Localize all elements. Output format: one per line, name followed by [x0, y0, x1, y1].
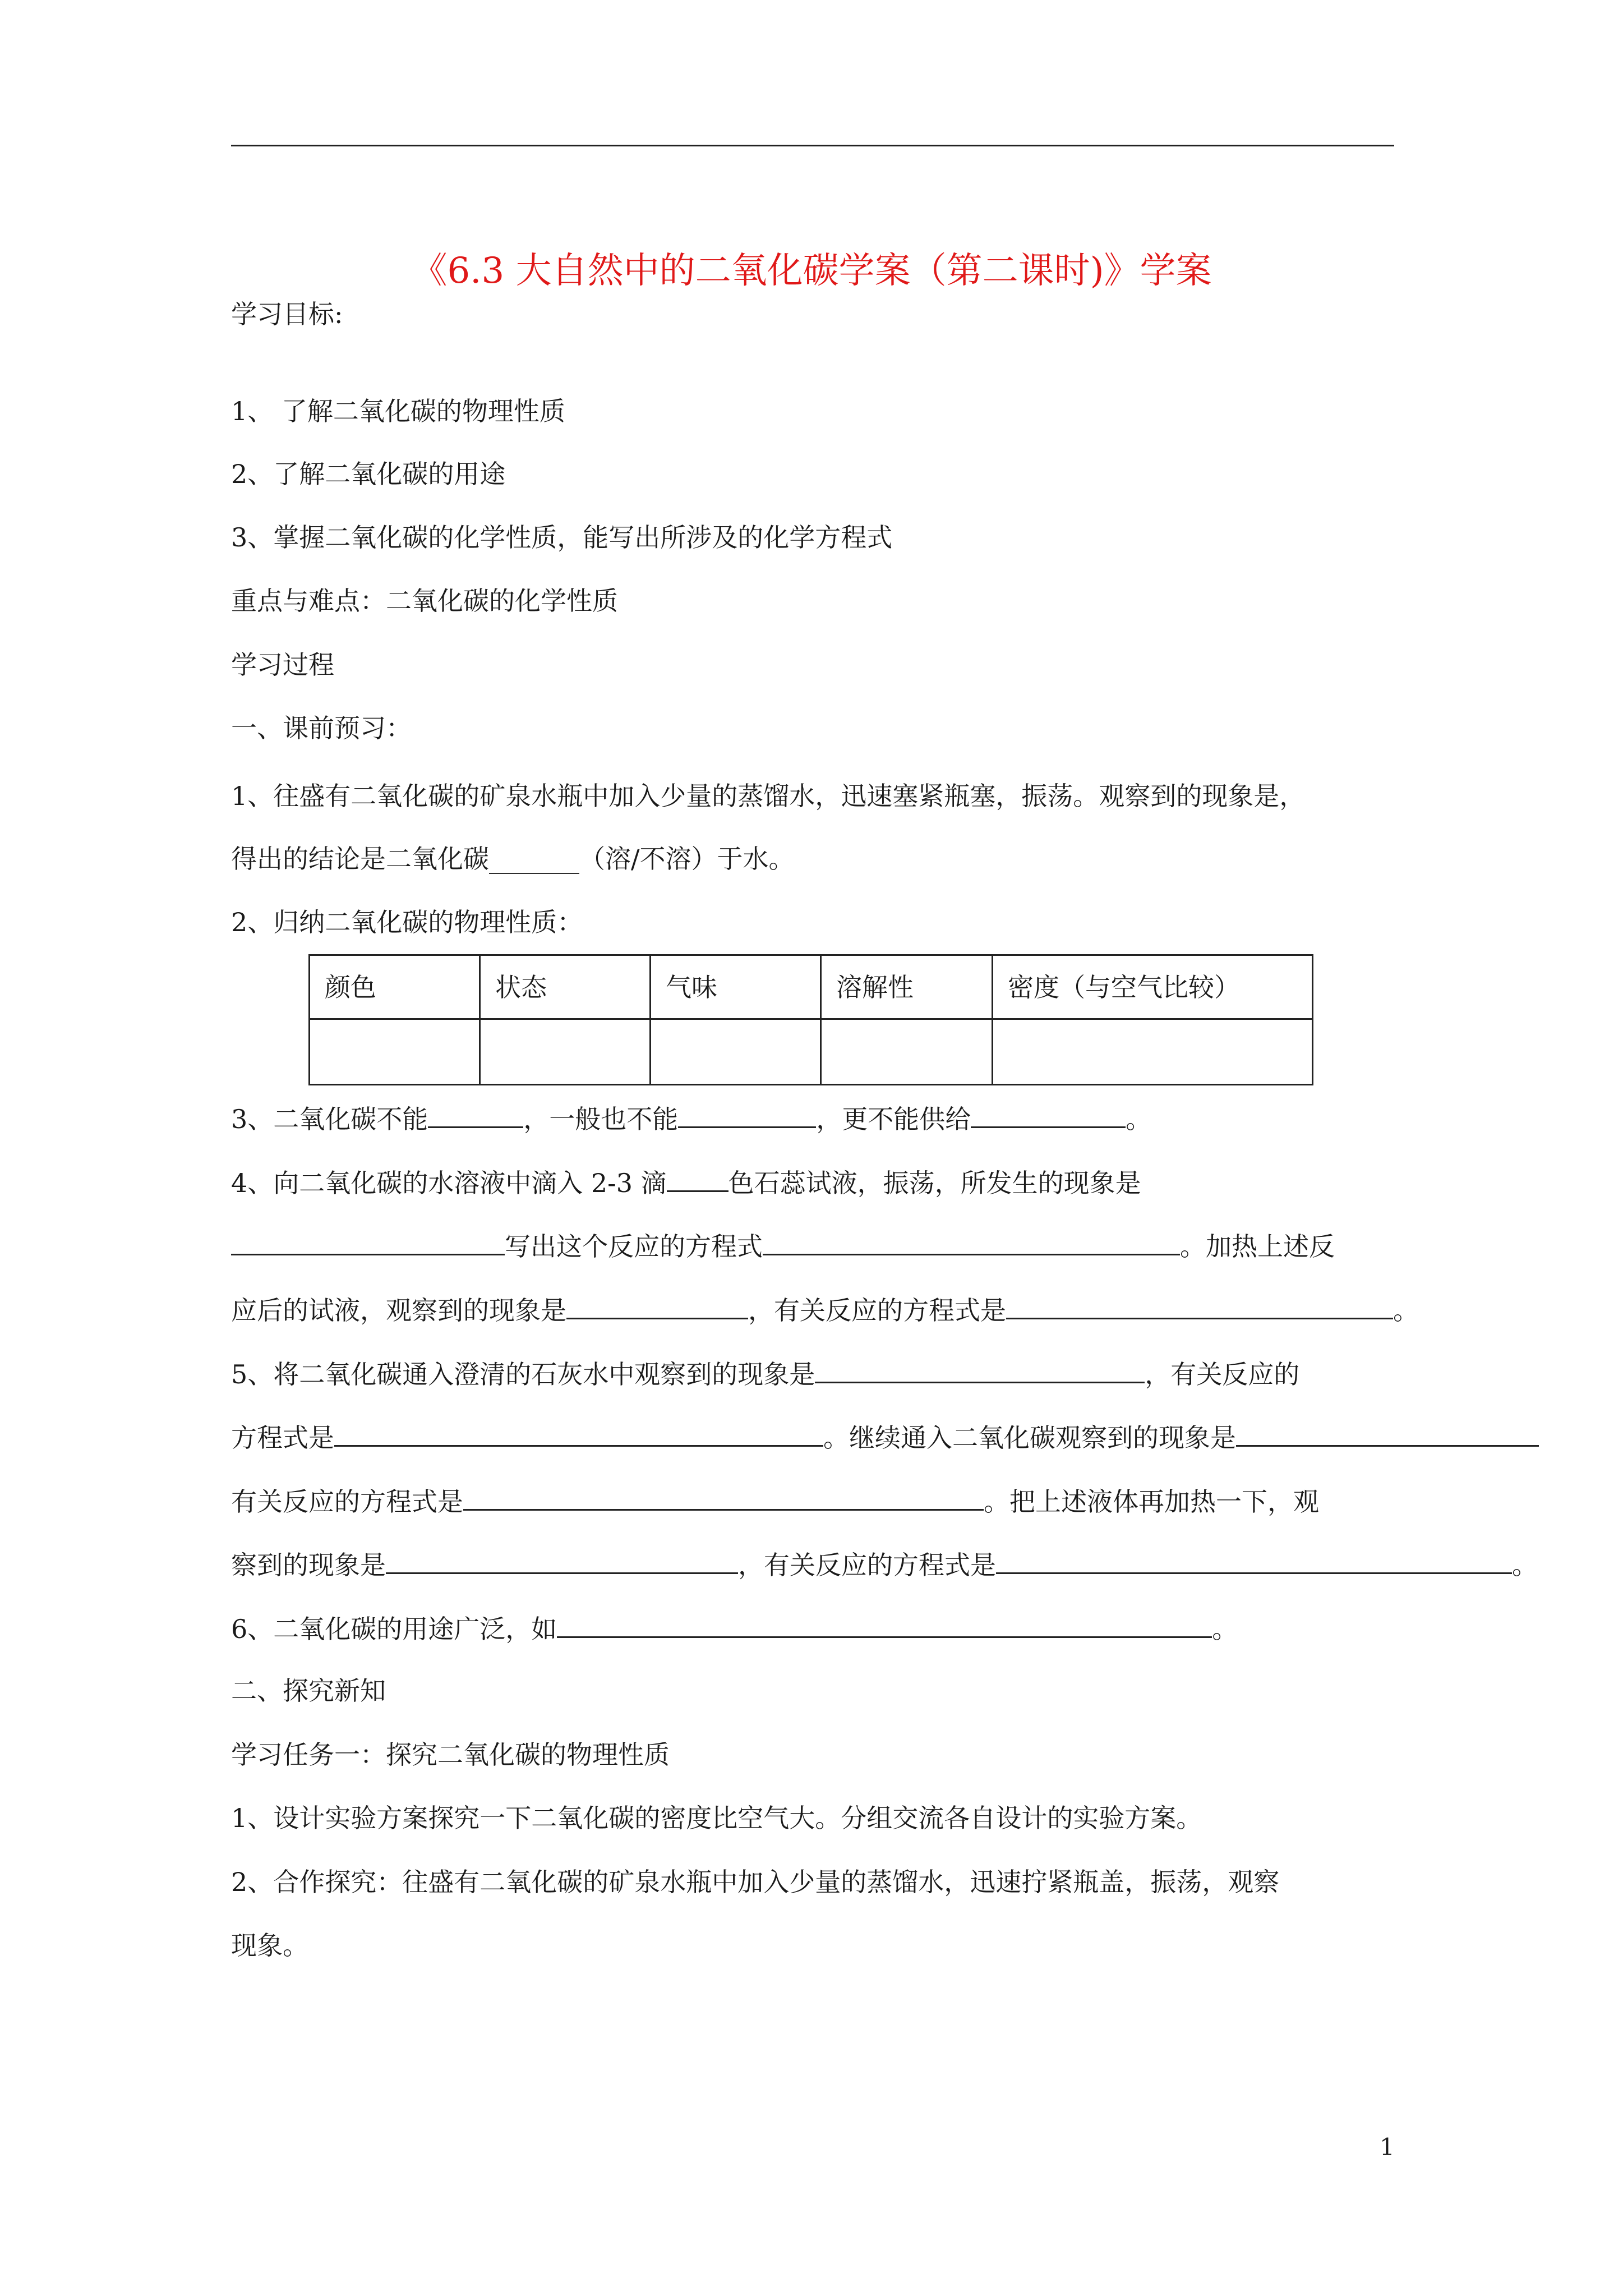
task-1-item-2-line-2: 现象。: [231, 1930, 308, 1961]
question-5-line-2: 方程式是 。继续通入二氧化碳观察到的现象是: [231, 1419, 1539, 1455]
table-answer-cell[interactable]: [481, 1020, 651, 1084]
table-answer-cell[interactable]: [822, 1020, 993, 1084]
physical-properties-table: [308, 954, 1313, 1085]
question-2: 2、归纳二氧化碳的物理性质：: [231, 907, 583, 937]
answer-blank: _______: [489, 844, 579, 874]
answer-blank[interactable]: [996, 1547, 1512, 1574]
answer-blank[interactable]: [815, 1356, 1145, 1383]
section-2-heading: 二、探究新知: [231, 1676, 386, 1706]
answer-blank[interactable]: [386, 1547, 738, 1574]
table-answer-cell[interactable]: [651, 1020, 822, 1084]
answer-blank[interactable]: [557, 1611, 1212, 1638]
answer-blank[interactable]: [1236, 1419, 1539, 1447]
answer-blank[interactable]: [231, 1228, 505, 1255]
question-6: 6、二氧化碳的用途广泛，如 。: [231, 1611, 1238, 1646]
task-1-item-2-line-1: 2、合作探究：往盛有二氧化碳的矿泉水瓶中加入少量的蒸馏水，迅速拧紧瓶盖，振荡，观察: [231, 1867, 1280, 1897]
answer-blank[interactable]: [428, 1101, 523, 1128]
table-header-color: 颜色: [310, 956, 481, 1020]
key-points: 重点与难点：二氧化碳的化学性质: [231, 586, 618, 616]
question-1-line-1: 1、往盛有二氧化碳的矿泉水瓶中加入少量的蒸馏水，迅速塞紧瓶塞，振荡。观察到的现象是，: [231, 781, 1306, 811]
answer-blank[interactable]: [1006, 1292, 1393, 1319]
goals-heading: 学习目标:: [231, 299, 343, 329]
table-header-state: 状态: [481, 956, 651, 1020]
question-5-line-4: 察到的现象是 ，有关反应的方程式是 。: [231, 1547, 1538, 1582]
goal-2: 2、了解二氧化碳的用途: [231, 459, 506, 489]
header-rule: [231, 145, 1394, 146]
task-1-heading: 学习任务一：探究二氧化碳的物理性质: [231, 1740, 670, 1770]
answer-blank[interactable]: [463, 1483, 984, 1511]
answer-blank[interactable]: [678, 1101, 816, 1128]
answer-blank[interactable]: [667, 1165, 728, 1192]
table-header-odor: 气味: [651, 956, 822, 1020]
question-5-line-1: 5、将二氧化碳通入澄清的石灰水中观察到的现象是 ，有关反应的: [231, 1356, 1299, 1391]
question-5-line-3: 有关反应的方程式是 。把上述液体再加热一下，观: [231, 1483, 1319, 1519]
question-4-line-1: 4、向二氧化碳的水溶液中滴入 2-3 滴 色石蕊试液，振荡，所发生的现象是: [231, 1165, 1141, 1200]
answer-blank[interactable]: [566, 1292, 748, 1319]
table-answer-cell[interactable]: [993, 1020, 1312, 1084]
goal-1: 1、 了解二氧化碳的物理性质: [231, 396, 565, 426]
goal-3: 3、掌握二氧化碳的化学性质，能写出所涉及的化学方程式: [231, 522, 893, 553]
document-title: 《6.3 大自然中的二氧化碳学案（第二课时)》学案: [411, 250, 1212, 292]
page-number: 1: [1380, 2133, 1395, 2161]
table-header-solubility: 溶解性: [822, 956, 993, 1020]
table-answer-cell[interactable]: [310, 1020, 481, 1084]
section-1-heading: 一、课前预习：: [231, 713, 412, 743]
task-1-item-1: 1、设计实验方案探究一下二氧化碳的密度比空气大。分组交流各自设计的实验方案。: [231, 1803, 1202, 1833]
answer-blank[interactable]: [334, 1419, 823, 1447]
answer-blank[interactable]: [971, 1101, 1126, 1128]
question-3: 3、二氧化碳不能 ，一般也不能 ，更不能供给 。: [231, 1101, 1151, 1136]
question-4-line-3: 应后的试液，观察到的现象是 ，有关反应的方程式是 。: [231, 1292, 1419, 1327]
table-header-density: 密度（与空气比较）: [993, 956, 1312, 1020]
process-heading: 学习过程: [231, 650, 334, 680]
question-4-line-2: 写出这个反应的方程式 。加热上述反: [231, 1228, 1335, 1263]
question-1-line-2: 得出的结论是二氧化碳_______（溶/不溶）于水。: [231, 844, 795, 874]
answer-blank[interactable]: [763, 1228, 1180, 1255]
